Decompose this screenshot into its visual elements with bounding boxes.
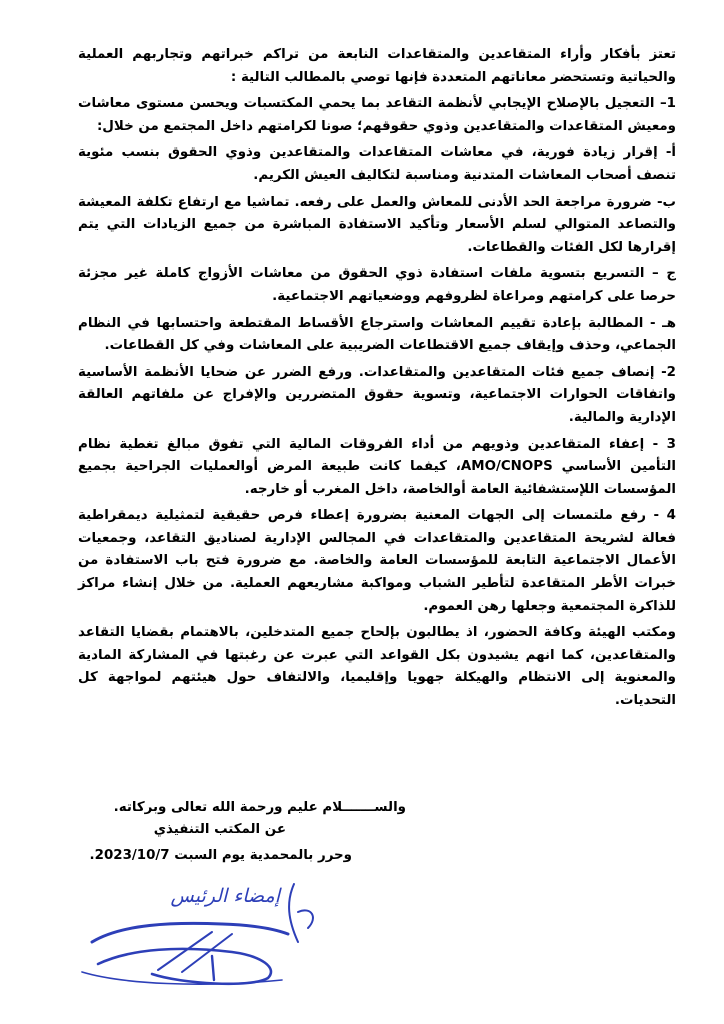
demand-4-paragraph: 4 - رفع ملتمسات إلى الجهات المعنية بضرورة إعطاء فرص حقيقية لتمثيلية ديمقراطية فعالة لشريحة المتقاعدين والمتقاعدات في المجالس الإدارية لصناديق التقاعد، وجمعيات الأعمال الاجتماعية التابعة للمؤسسات العامة والخاصة. مع ضرورة فتح باب الاستفادة من خبرات الأطر المتقاعدة لتأطير الشباب ومواكبة مشاريعهم العملية. من خلال إنشاء مراكز للذاكرة المجتمعية وجعلها رهن العموم. (78, 508, 676, 614)
demand-3-paragraph: 3 - إعفاء المتقاعدين وذويهم من أداء الفروقات المالية التي تفوق مبالغ تغطية نظام التأمين الأساسي AMO/CNOPS، كيفما كانت طبيعة المرض أوالعمليات الجراحية بجميع المؤسسات اللإستشفائية العامة أوالخاصة، داخل المغرب أو خارجه. (78, 436, 676, 497)
demand-2-paragraph: 2- إنصاف جميع فئات المتقاعدين والمتقاعدات. ورفع الضرر عن ضحايا الأنظمة الأساسية واتفاقات الحوارات الاجتماعية، وتسوية حقوق المتضررين والإفراج عن ملفاتهم العالقة الإدارية والمالية. (78, 364, 676, 425)
intro-paragraph: تعتز بأفكار وأراء المتقاعدين والمتقاعدات النابعة من تراكم خبراتهم وتجاربهم العملية والحياتية وتستحضر معاناتهم المتعددة فإنها توصي بالمطالب التالية : (78, 47, 676, 85)
demand-1d-paragraph: هـ - المطالبة بإعادة تقييم المعاشات واسترجاع الأقساط المقتطعة واحتسابها في النظام الجماعي، وحذف وإيقاف جميع الاقتطاعات الضريبية على المعاشات وفي كل القطاعات. (78, 315, 676, 354)
signature-caption: إمضاء الرئيس (170, 885, 280, 907)
demand-1b-paragraph: ب- ضرورة مراجعة الحد الأدنى للمعاش والعمل على رفعه. تماشيا مع ارتفاع تكلفة المعيشة والتصاعد المتوالي لسلم الأسعار وتأكيد الاستفادة المباشرة من جميع الزيادات التي يتم إقرارها لكل الفئات والقطاعات. (78, 194, 676, 255)
issuer-line: عن المكتب التنفيذي (153, 822, 286, 837)
demand-1-paragraph: 1– التعجيل بالإصلاح الإيجابي لأنظمة التقاعد بما يحمي المكتسبات ويحسن مستوى معاشات ومعيش المتقاعدات والمتقاعدين وذوي حقوقهم؛ صونا لكرامتهم داخل المجتمع من خلال: (78, 96, 676, 134)
president-signature-image (62, 872, 352, 992)
closing-paragraph: ومكتب الهيئة وكافة الحضور، اذ يطالبون بإلحاح جميع المتدخلين، بالاهتمام بقضايا التقاعد والمتقاعدين، كما انهم يشيدون بكل القواعد التي عبرت عن رغبتها في المشاركة المادية والمعنوية إلى الانتظام والهيكلة جهويا وإقليميا، والالتفاف حول هيئتهم لمواجهة كل التحديات. (78, 625, 676, 709)
demand-1a-paragraph: أ- إقرار زيادة فورية، في معاشات المتقاعدات والمتقاعدين وذوي الحقوق بنسب مئوية تنصف أصحاب المعاشات المتدنية ومناسبة لتكاليف العيش الكريم. (78, 145, 676, 183)
date-line: وحرر بالمحمدية يوم السبت 2023/10/7. (89, 848, 352, 863)
demand-1c-paragraph: ج – التسريع بتسوية ملفات استفادة ذوي الحقوق من معاشات الأزواج كاملة غير مجزئة حرصا على كرامتهم ومراعاة لظروفهم ووضعياتهم الاجتماعية. (78, 266, 676, 304)
closing-salutation: والســـــــلام عليم ورحمة الله تعالى وبركاته. (113, 800, 406, 815)
letter-body (78, 44, 676, 717)
